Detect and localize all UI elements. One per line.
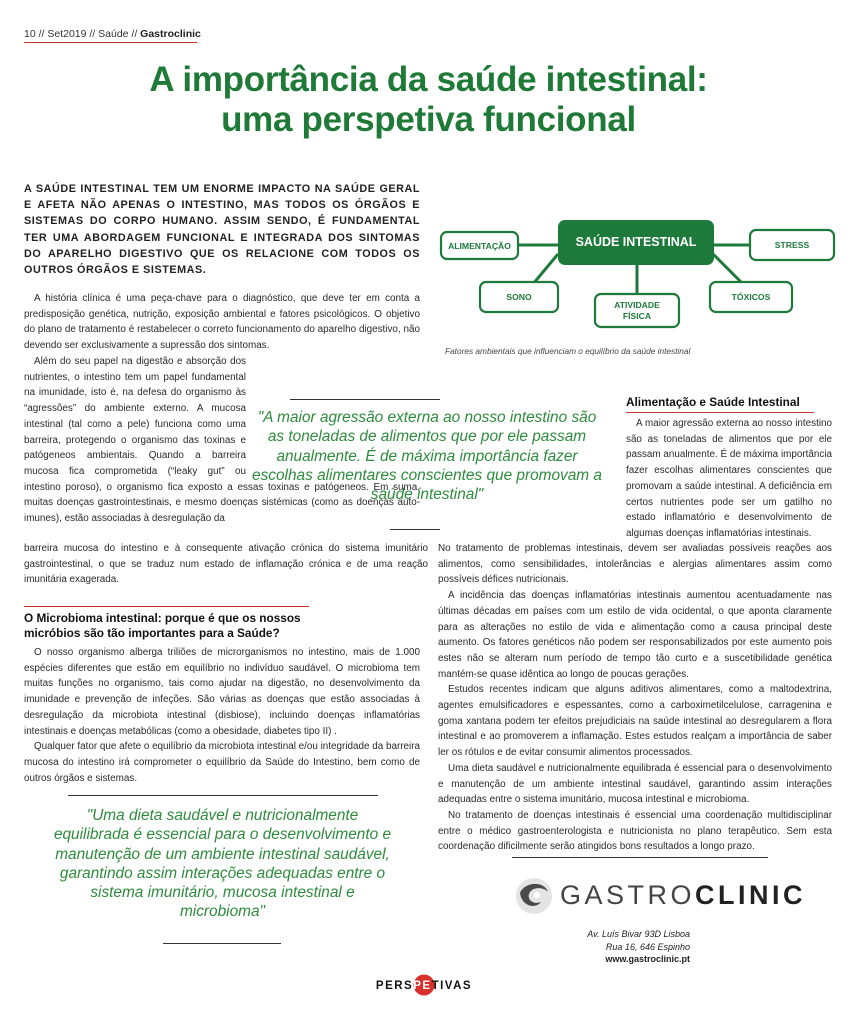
footer-part-3: TIVAS (431, 980, 473, 992)
diagram-caption: Fatores ambientais que influenciam o equilíbrio da saúde intestinal (445, 346, 691, 356)
quote2-bottom-rule (163, 943, 281, 944)
website-link[interactable]: www.gastroclinic.pt (605, 954, 690, 964)
center-node-label: SAÚDE INTESTINAL (575, 235, 697, 249)
footer-part-2: PE (413, 980, 432, 992)
connector-sono (533, 254, 558, 284)
article-title (0, 60, 857, 140)
quote1-top-rule (290, 399, 440, 400)
section-heading-microbioma-rule (24, 606, 309, 607)
header-meta: 10 // Set2019 // Saúde // (24, 28, 141, 40)
alimentacao-paragraph-3: A incidência das doenças inflamatórias intestinais aumentou acentuadamente nas últimas décadas em países com um estilo de vida ocidental, o que aponta claramente para as alterações no estilo de vida e alimentação como a causa principal deste aumento. Os fatores genéticos não podem ser responsabilizados por este aumento pois estes não se alteram num período de tempo tão curto e a suscetibilidade genética mantém-se quase idêntica ao longo de poucas gerações. (438, 590, 832, 680)
header-divider (24, 42, 197, 43)
header-brand: Gastroclinic (140, 28, 201, 40)
microbioma-body (24, 645, 420, 786)
gastroclinic-logo-icon (514, 876, 554, 916)
logo-top-rule (512, 857, 768, 858)
logo-part-2: CLINIC (695, 880, 807, 910)
intro-paragraph-2: Além do seu papel na digestão e absorção dos nutrientes, o intestino tem um papel fundamental na imunidade, isto é, na defesa do organismo às “agressões” do ambiente externo. A mucosa intestinal (tal como a pele) funciona como uma barreira, protegendo o organismo das toxinas e patógeneos ambientais. Quando a barreira mucosa fica comprometida (“leaky gut” ou intestino poroso), o organismo fica exposto a essas toxinas e patógeneos. Em suma, muitas doenças gastrointestinais, e mesmo doenças sistémicas (como as doenças auto-imunes), estão associadas à desregulação da (24, 356, 420, 525)
node-atividade-line1: ATIVIDADE (614, 300, 660, 310)
perspetivas-logo (360, 974, 490, 996)
quote2-top-rule (68, 795, 378, 796)
node-stress: STRESS (774, 240, 810, 250)
alimentacao-paragraph-1: A maior agressão externa ao nosso intestino são as toneladas de alimentos que por ele passam anualmente. É de máxima importância fazer escolhas alimentares conscientes que promovam a saúde intestinal. A deficiência em certos nutrientes pode ser um gatilho no estado inflamatório e desenvolvimento de algumas doenças inflamatórias intestinais. (626, 418, 832, 539)
node-toxicos: TÓXICOS (731, 292, 771, 302)
node-alimentacao: ALIMENTAÇÃO (448, 241, 511, 251)
alimentacao-paragraph-2: No tratamento de problemas intestinais, devem ser avaliadas possíveis reações aos alimentos, como sensibilidades, intolerâncias e alergias alimentares assim como possíveis défices nutricionais. (438, 543, 832, 586)
lead-paragraph: A SAÚDE INTESTINAL TEM UM ENORME IMPACTO NA SAÚDE GERAL E AFETA NÃO APENAS O INTESTINO, MAS TODOS OS ÓRGÃOS E SISTEMAS DO CORPO HUMANO. ASSIM SENDO, É FUNDAMENTAL TER UMA ABORDAGEM FUNCIONAL E INTEGRADA DOS SINTOMAS DO APARELHO DIGESTIVO QUE OS RELACIONE COM TODOS OS OUTROS ÓRGÃOS E SISTEMAS. (24, 183, 420, 277)
title-line-2: uma perspetiva funcional (221, 100, 636, 139)
quote1-bottom-rule (390, 529, 440, 530)
health-factors-diagram (438, 212, 838, 332)
alimentacao-paragraph-6: No tratamento de doenças intestinais é essencial uma coordenação multidisciplinar entre o médico gastroenterologista e nutricionista no plano terapêutico. Sem esta coordenação dificilmente serão atingidos bons resultados a longo prazo. (438, 809, 832, 853)
title-line-1: A importância da saúde intestinal: (149, 60, 708, 99)
microbioma-paragraph-2: Qualquer fator que afete o equilíbrio da microbiota intestinal e/ou integridade da barreira mucosa do intestino irá comprometer o equilíbrio da Saúde do Intestino, bem como de outros órgãos e sistemas. (24, 741, 420, 784)
pull-quote-2: "Uma dieta saudável e nutricionalmente equilibrada é essencial para o desenvolvimento e manutenção de um ambiente intestinal saudável, garantindo assim interações adequadas entre o sistema imunitário, mucosa intestinal e microbioma" (53, 807, 392, 921)
pull-quote-1: "A maior agressão externa ao nosso intestino são as toneladas de alimentos que por ele passam anualmente. É de máxima importância fazer escolhas alimentares conscientes que promovam a saúde intestinal" (252, 409, 602, 504)
logo-part-1: GASTRO (560, 880, 696, 910)
section-heading-alimentacao: Alimentação e Saúde Intestinal (626, 395, 800, 409)
clinic-address (560, 928, 690, 966)
alimentacao-paragraph-4: Estudos recentes indicam que alguns aditivos alimentares, como a maltodextrina, agentes emulsificadores e espessantes, como a carboximetilcelulose, carragenina e goma xantana podem ter efeitos prejudiciais na saúde intestinal ao desregularem a flora intestinal e ao promoverem a inflamação. Estes estudos realçam a importância de saber ler os rótulos e de evitar consumir alimentos processados. (438, 684, 832, 759)
address-line-1: Av. Luís Bivar 93D Lisboa (587, 929, 690, 939)
section-heading-alimentacao-rule (626, 412, 814, 413)
footer-part-1: PERS (375, 980, 414, 992)
intro-paragraph-2b: barreira mucosa do intestino e à consequente ativação crónica do sistema imunitário gastrointestinal, o que se traduz num estado de inflamação crónica e de uma reação imunitária exagerada. (24, 543, 428, 586)
microbioma-paragraph-1: O nosso organismo alberga triliões de microrganismos no intestino, mais de 1.000 espécies diferentes que estão em equilíbrio no indivíduo saudável. O microbioma tem muitas funções no organismo, tais como ajudar na digestão, no desenvolvimento da imunidade e prevenção de infeções. São várias as doenças que estão associadas à desregulação da microbiota intestinal (disbiose), incluindo doenças inflamatórias intestinais e doenças metabólicas (como a obesidade, diabetes tipo II) . (24, 647, 420, 737)
intro-paragraph-2-continued (24, 541, 428, 588)
perspetivas-wordmark (376, 980, 472, 992)
connector-toxicos (713, 254, 743, 284)
section-heading-microbioma: O Microbioma intestinal: porque é que os nossos micróbios são tão importantes para a Saúde? (24, 611, 301, 640)
address-line-2: Rua 16, 646 Espinho (605, 941, 690, 952)
gastroclinic-logo (560, 880, 806, 911)
page-header (24, 28, 201, 40)
intro-paragraph-1: A história clínica é uma peça-chave para o diagnóstico, que deve ter em conta a predisposição genética, nutrição, exposição ambiental e fatores psicológicos. O objetivo do plano de tratamento é restabelecer o correto funcionamento do aparelho digestivo, não devendo ser exclusivamente a supressão dos sintomas. (24, 293, 420, 352)
node-atividade-line2: FÍSICA (622, 311, 652, 321)
alimentacao-paragraph-5: Uma dieta saudável e nutricionalmente equilibrada é essencial para o desenvolvimento e manutenção de um ambiente intestinal saudável, garantindo assim interações adequadas entre o sistema imunitário, mucosa intestinal e microbioma. (438, 762, 832, 806)
node-sono: SONO (506, 292, 532, 302)
alimentacao-intro (626, 416, 832, 542)
alimentacao-body (438, 541, 832, 855)
intro-text (24, 291, 420, 354)
